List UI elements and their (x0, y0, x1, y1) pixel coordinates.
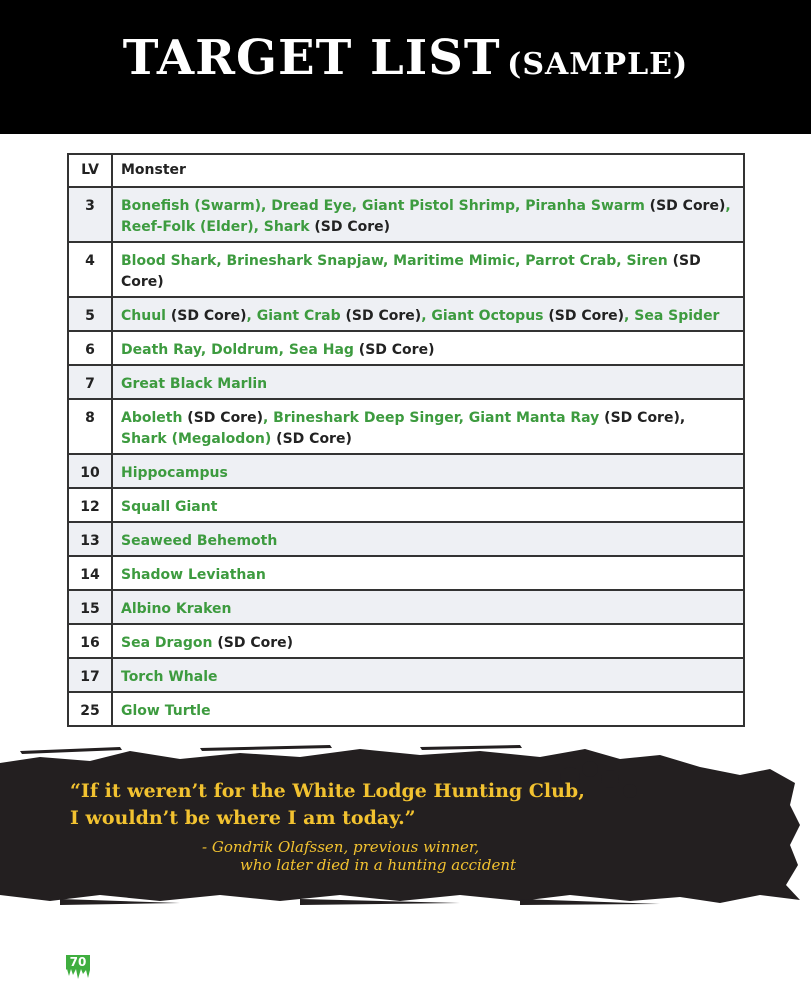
monster-cell (112, 692, 744, 726)
quote-line-1: “If it weren’t for the White Lodge Hunting Club, (70, 780, 585, 802)
quote-line-2: I wouldn’t be where I am today.” (70, 807, 416, 829)
table-body (68, 187, 744, 726)
monster-name: Albino Kraken (121, 601, 232, 617)
monster-name: Squall Giant (121, 499, 218, 515)
level-cell: 5 (68, 297, 112, 331)
attribution-line-2: who later died in a hunting accident (240, 856, 517, 874)
title-banner (0, 0, 811, 134)
level-cell: 12 (68, 488, 112, 522)
monster-cell (112, 399, 744, 454)
monster-name: Glow Turtle (121, 703, 211, 719)
table-row (68, 365, 744, 399)
monster-name: Reef-Folk (Elder), Shark (121, 219, 310, 235)
level-cell: 14 (68, 556, 112, 590)
monster-cell (112, 331, 744, 365)
level-cell: 7 (68, 365, 112, 399)
monster-name: Hippocampus (121, 465, 228, 481)
monster-name: Blood Shark, Brineshark Snapjaw, Maritime Mimic, Parrot Crab, Siren (121, 253, 668, 269)
monster-cell (112, 454, 744, 488)
table-row (68, 556, 744, 590)
monster-name: Death Ray, Doldrum, Sea Hag (121, 342, 354, 358)
table-row (68, 331, 744, 365)
monster-cell (112, 624, 744, 658)
table-row (68, 590, 744, 624)
table-row (68, 658, 744, 692)
table-row (68, 624, 744, 658)
table-row (68, 692, 744, 726)
page-title (0, 30, 811, 86)
monster-cell (112, 522, 744, 556)
monster-cell (112, 297, 744, 331)
monster-cell (112, 365, 744, 399)
monster-cell (112, 556, 744, 590)
table-row (68, 399, 744, 454)
level-cell: 8 (68, 399, 112, 454)
monster-cell (112, 488, 744, 522)
monster-cell (112, 187, 744, 242)
page-number: 70 (69, 955, 87, 969)
monster-cell (112, 658, 744, 692)
monster-name: Seaweed Behemoth (121, 533, 278, 549)
monster-name: , Brineshark Deep Singer, Giant Manta Ray (262, 410, 600, 426)
column-header-lv: LV (68, 154, 112, 187)
monster-name: , Giant Octopus (421, 308, 544, 324)
level-cell: 16 (68, 624, 112, 658)
pull-quote (70, 778, 590, 832)
source-note: (SD Core), (599, 410, 686, 426)
monster-name: Aboleth (121, 410, 183, 426)
monster-name: Sea Dragon (121, 635, 213, 651)
level-cell: 10 (68, 454, 112, 488)
level-cell: 4 (68, 242, 112, 297)
monster-cell (112, 590, 744, 624)
attribution-line-1: - Gondrik Olafssen, previous winner, (202, 838, 480, 856)
table-row (68, 454, 744, 488)
monster-name: , Sea Spider (624, 308, 720, 324)
source-note: (SD Core) (182, 410, 263, 426)
monster-name: Great Black Marlin (121, 376, 268, 392)
source-note: (SD Core) (543, 308, 625, 324)
monster-name: Chuul (121, 308, 166, 324)
source-note: (SD Core) (121, 253, 701, 290)
source-note: (SD Core) (165, 308, 247, 324)
table-row (68, 488, 744, 522)
source-note: (SD Core) (212, 635, 294, 651)
monster-name: Shark (Megalodon) (121, 431, 272, 447)
table-header-row (68, 154, 744, 187)
page-title-subtitle: (SAMPLE) (507, 47, 689, 82)
page-title-main: TARGET LIST (122, 30, 501, 86)
table-row (68, 297, 744, 331)
source-note: (SD Core) (644, 198, 726, 214)
monster-name: , Giant Crab (246, 308, 341, 324)
level-cell: 25 (68, 692, 112, 726)
monster-name: Torch Whale (121, 669, 218, 685)
level-cell: 13 (68, 522, 112, 556)
level-cell: 6 (68, 331, 112, 365)
source-note: (SD Core) (309, 219, 391, 235)
monster-name: , (725, 198, 731, 214)
monster-name: Bonefish (Swarm), Dread Eye, Giant Pistol Shrimp, Piranha Swarm (121, 198, 645, 214)
column-header-monster: Monster (112, 154, 744, 187)
target-list-table (67, 153, 745, 727)
monster-cell (112, 242, 744, 297)
table-row (68, 522, 744, 556)
table-row (68, 187, 744, 242)
level-cell: 17 (68, 658, 112, 692)
monster-name: Shadow Leviathan (121, 567, 266, 583)
level-cell: 15 (68, 590, 112, 624)
table-row (68, 242, 744, 297)
quote-attribution (180, 838, 517, 874)
source-note: (SD Core) (271, 431, 352, 447)
source-note: (SD Core) (353, 342, 435, 358)
source-note: (SD Core) (340, 308, 422, 324)
level-cell: 3 (68, 187, 112, 242)
